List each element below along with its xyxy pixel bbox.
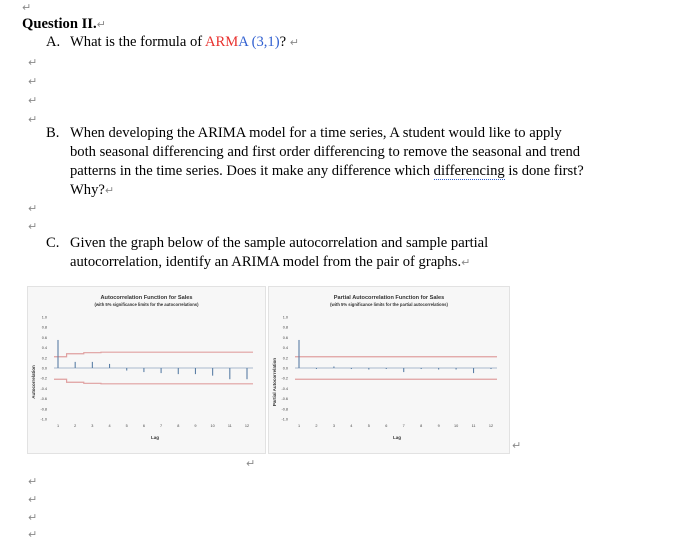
part-a-prefix: What is the formula of — [70, 34, 205, 50]
pacf-ytick-label: -0.6 — [281, 397, 288, 402]
acf-ylabel: Autocorrelation — [31, 365, 36, 399]
pacf-ytick-label: 0.6 — [282, 335, 288, 340]
acf-xtick-label: 3 — [91, 424, 94, 428]
part-b-line4 — [70, 181, 114, 200]
acf-xtick-label: 9 — [194, 424, 197, 428]
paragraph-mark: ↵ — [461, 256, 471, 269]
arma-red: ARM — [204, 34, 239, 50]
part-c-letter: C. — [46, 235, 60, 251]
acf-ytick-label: 0.4 — [41, 346, 47, 351]
pacf-ytick-label: 0.2 — [282, 356, 288, 361]
pacf-title: Partial Autocorrelation Function for Sales — [333, 295, 445, 301]
paragraph-mark: ↵ — [289, 36, 299, 49]
acf-lower-limit — [54, 379, 253, 384]
part-b-line3-start: patterns in the time series. Does it make any difference which — [70, 163, 434, 179]
paragraph-mark: ↵ — [28, 75, 38, 88]
paragraph-mark: ↵ — [22, 1, 32, 14]
pacf-ytick-label: -1.0 — [281, 417, 288, 422]
acf-ytick-label: 0.2 — [41, 356, 47, 361]
paragraph-mark: ↵ — [28, 94, 38, 107]
paragraph-mark: ↵ — [28, 475, 38, 488]
pacf-xtick-label: 2 — [315, 424, 318, 428]
acf-chart — [27, 286, 266, 454]
pacf-xtick-label: 6 — [385, 424, 388, 428]
acf-upper-limit — [54, 352, 253, 357]
acf-ytick-label: 1.0 — [41, 315, 47, 320]
pacf-xtick-label: 1 — [297, 424, 301, 428]
paragraph-mark: ↵ — [96, 18, 106, 31]
pacf-ylabel: Partial Autocorrelation — [272, 357, 277, 407]
part-a-text — [70, 33, 299, 52]
part-c-line2 — [70, 253, 470, 272]
pacf-ytick-label: -0.8 — [281, 407, 288, 412]
part-b-line1: When developing the ARIMA model for a time series, A student would like to apply — [70, 125, 562, 141]
acf-ytick-label: -0.8 — [40, 407, 47, 412]
acf-xtick-label: 5 — [125, 424, 128, 428]
pacf-xtick-label: 5 — [367, 424, 370, 428]
pacf-xtick-label: 8 — [420, 424, 423, 428]
acf-plot — [28, 287, 265, 453]
acf-xtick-label: 1 — [56, 424, 60, 428]
pacf-plot — [269, 287, 509, 453]
acf-xtick-label: 12 — [244, 424, 250, 428]
paragraph-mark: ↵ — [512, 439, 522, 452]
paragraph-mark: ↵ — [28, 113, 38, 126]
paragraph-mark: ↵ — [28, 220, 38, 233]
pacf-xtick-label: 10 — [453, 424, 459, 428]
acf-xtick-label: 4 — [108, 424, 111, 428]
pacf-ytick-label: 1.0 — [282, 315, 288, 320]
spellcheck-underlined-word: differencing — [433, 163, 505, 179]
acf-ytick-label: 0.6 — [41, 335, 47, 340]
part-b-line3-end: is done first? — [504, 163, 584, 179]
pacf-xtick-label: 7 — [402, 424, 405, 428]
part-a-letter: A. — [46, 34, 61, 50]
arma-blue: A — [238, 34, 248, 50]
acf-title: Autocorrelation Function for Sales — [100, 295, 193, 301]
pacf-ytick-label: -0.4 — [281, 386, 288, 391]
acf-ytick-label: -1.0 — [40, 417, 47, 422]
pacf-ytick-label: 0.0 — [282, 366, 288, 371]
acf-xtick-label: 11 — [227, 424, 232, 428]
question-title-text: Question II. — [22, 16, 97, 32]
acf-xtick-label: 7 — [160, 424, 163, 428]
paragraph-mark: ↵ — [28, 528, 38, 541]
acf-xtick-label: 6 — [142, 424, 145, 428]
pacf-xtick-label: 11 — [471, 424, 476, 428]
acf-subtitle: (with 5% significance limits for the autocorrelations) — [94, 302, 199, 307]
acf-ytick-label: -0.4 — [40, 386, 47, 391]
pacf-xtick-label: 3 — [332, 424, 335, 428]
paragraph-mark: ↵ — [104, 184, 115, 197]
paragraph-mark: ↵ — [28, 56, 38, 69]
arma-order: (3,1) — [251, 34, 280, 50]
paragraph-mark: ↵ — [28, 511, 38, 524]
pacf-ytick-label: 0.8 — [282, 325, 288, 330]
question-title — [22, 15, 106, 34]
acf-ytick-label: -0.6 — [40, 397, 47, 402]
pacf-xtick-label: 9 — [437, 424, 440, 428]
pacf-xtick-label: 12 — [488, 424, 494, 428]
paragraph-mark: ↵ — [28, 202, 38, 215]
acf-ytick-label: 0.0 — [41, 366, 47, 371]
part-c-line2-text: autocorrelation, identify an ARIMA model from the pair of graphs. — [70, 254, 462, 270]
acf-xtick-label: 8 — [177, 424, 180, 428]
part-b-why: Why? — [70, 182, 105, 198]
acf-xtick-label: 2 — [74, 424, 77, 428]
pacf-xtick-label: 4 — [350, 424, 353, 428]
acf-xtick-label: 10 — [210, 424, 215, 428]
acf-xlabel: Lag — [150, 435, 160, 440]
pacf-chart — [268, 286, 510, 454]
part-a-question-mark: ? — [279, 34, 287, 50]
paragraph-mark: ↵ — [246, 457, 256, 470]
pacf-xlabel: Lag — [392, 435, 402, 440]
acf-ytick-label: -0.2 — [40, 376, 47, 381]
acf-ytick-label: 0.8 — [41, 325, 47, 330]
part-c-line1: Given the graph below of the sample autocorrelation and sample partial — [70, 235, 489, 251]
part-b-line3 — [70, 162, 584, 181]
pacf-ytick-label: 0.4 — [282, 346, 288, 351]
pacf-subtitle: (with 5% significance limits for the partial autocorrelations) — [330, 302, 448, 307]
part-b-line2: both seasonal differencing and first order differencing to remove the seasonal and trend — [70, 144, 581, 160]
part-b-letter: B. — [46, 125, 60, 141]
pacf-ytick-label: -0.2 — [281, 376, 288, 381]
paragraph-mark: ↵ — [28, 493, 38, 506]
